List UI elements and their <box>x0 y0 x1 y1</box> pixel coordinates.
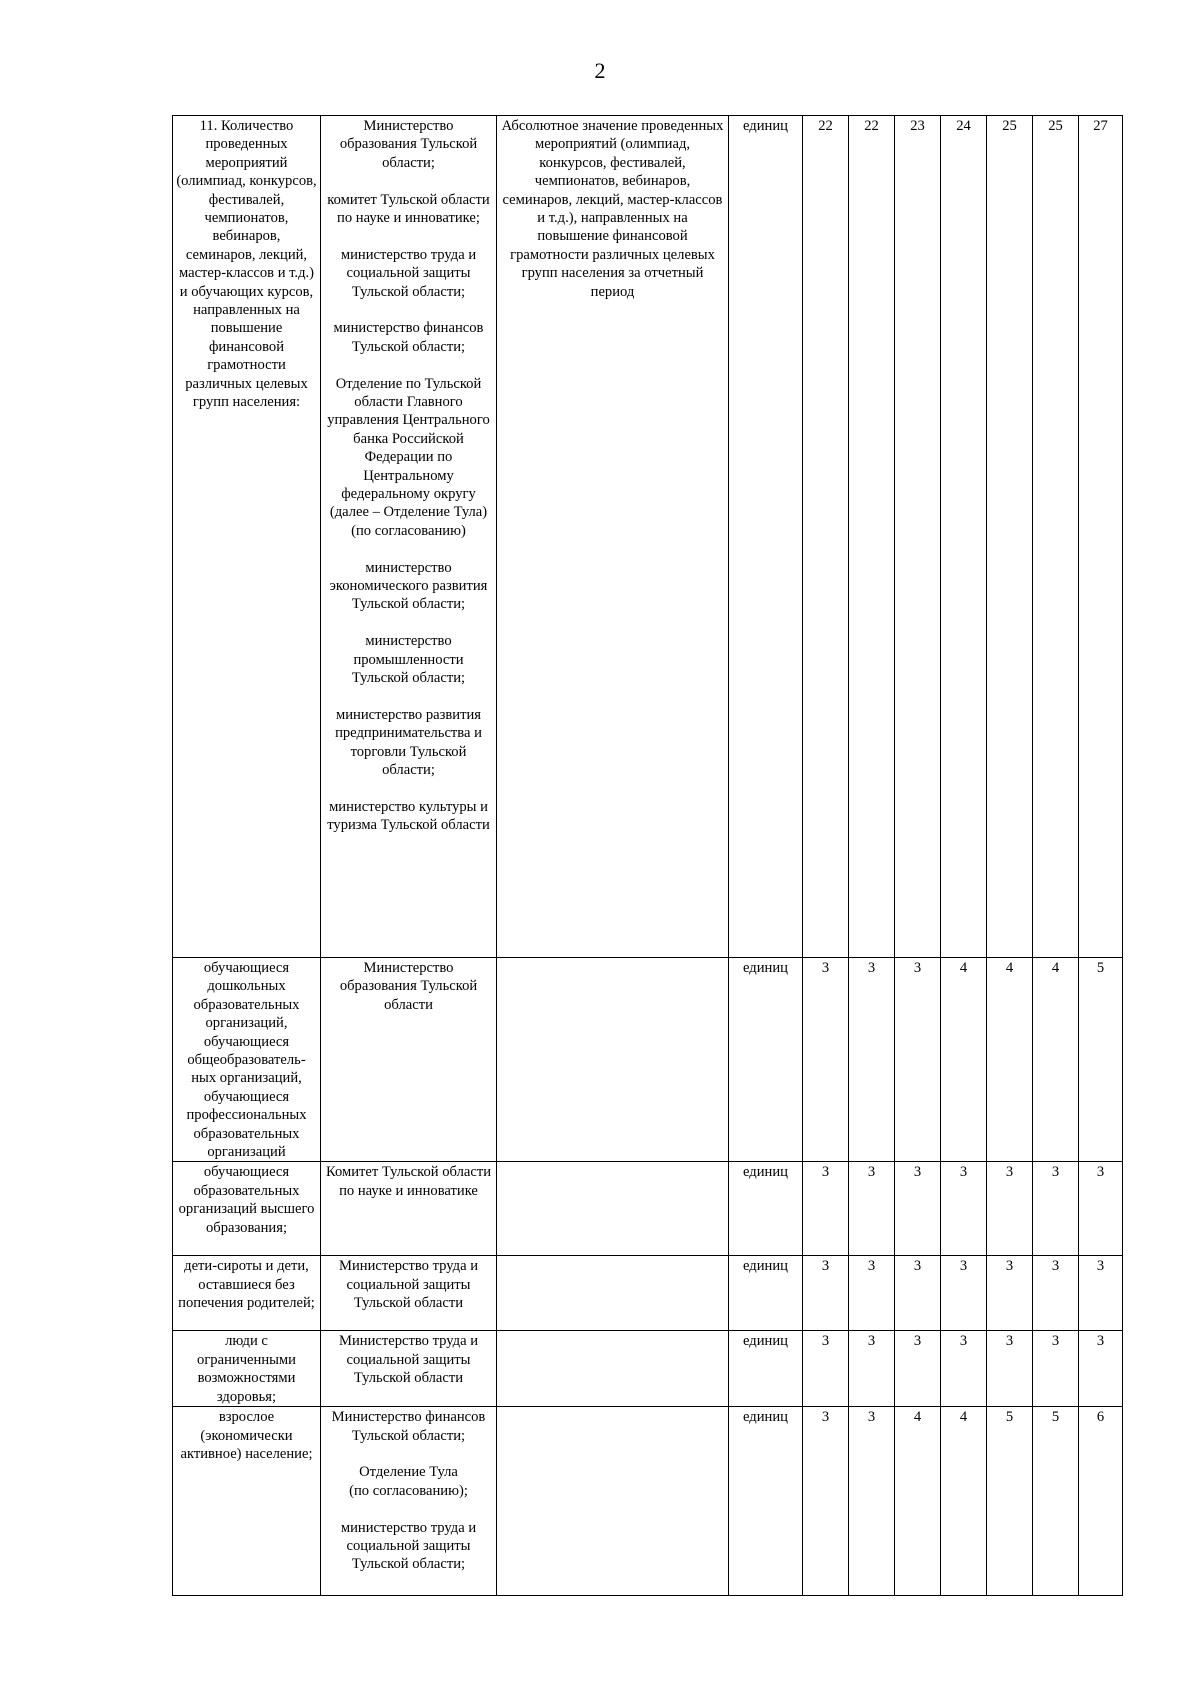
value-cell: 5 <box>987 1407 1033 1596</box>
value-cell: 3 <box>941 1331 987 1407</box>
value-cell: 3 <box>849 958 895 1162</box>
table-row <box>173 1331 1123 1407</box>
value-cell: 3 <box>987 1162 1033 1256</box>
responsible-cell <box>321 1407 497 1596</box>
responsible-cell <box>321 1162 497 1256</box>
responsible-entry: Отделение Тула (по согласованию); <box>349 1464 468 1499</box>
value-cell: 3 <box>849 1162 895 1256</box>
responsible-cell <box>321 958 497 1162</box>
value-cell: 6 <box>1079 1407 1123 1596</box>
responsible-entry: комитет Тульской области по науке и инноватике; <box>327 191 490 227</box>
value-cell: 3 <box>849 1407 895 1596</box>
responsible-entry: Министерство труда и социальной защиты Тульской области <box>338 1333 479 1387</box>
indicator-cell: обучающиеся дошкольных образовательных организаций, обучающиеся общеобразователь-ных организаций, обучающиеся профессиональных образовательных организаций <box>173 958 321 1162</box>
unit-cell: единиц <box>729 1256 803 1331</box>
description-cell: Абсолютное значение проведенных мероприятий (олимпиад, конкурсов, фестивалей, чемпионатов, вебинаров, семинаров, лекций, мастер-классов и т.д.), направленных на повышение финансовой грамотности различных целевых групп населения за отчетный период <box>497 116 729 958</box>
unit-cell: единиц <box>729 1162 803 1256</box>
responsible-cell <box>321 116 497 958</box>
indicator-cell: люди с ограниченными возможностями здоровья; <box>173 1331 321 1407</box>
value-cell: 3 <box>849 1331 895 1407</box>
table-row <box>173 116 1123 958</box>
value-cell: 3 <box>803 1331 849 1407</box>
value-cell: 3 <box>803 1407 849 1596</box>
responsible-entry: Министерство финансов Тульской области; <box>331 1409 486 1444</box>
value-cell: 25 <box>987 116 1033 958</box>
indicators-table <box>172 115 1123 1596</box>
value-cell: 3 <box>849 1256 895 1331</box>
table-row <box>173 1256 1123 1331</box>
value-cell: 4 <box>1033 958 1079 1162</box>
value-cell: 27 <box>1079 116 1123 958</box>
value-cell: 3 <box>895 958 941 1162</box>
value-cell: 3 <box>1079 1256 1123 1331</box>
description-cell <box>497 1331 729 1407</box>
unit-cell: единиц <box>729 1331 803 1407</box>
description-cell <box>497 1407 729 1596</box>
value-cell: 4 <box>895 1407 941 1596</box>
value-cell: 4 <box>941 958 987 1162</box>
value-cell: 5 <box>1033 1407 1079 1596</box>
value-cell: 3 <box>895 1331 941 1407</box>
value-cell: 24 <box>941 116 987 958</box>
responsible-entry: Министерство труда и социальной защиты Тульской области <box>338 1258 479 1312</box>
responsible-entry: министерство промышленности Тульской области; <box>351 633 466 687</box>
value-cell: 3 <box>1033 1162 1079 1256</box>
table-row <box>173 958 1123 1162</box>
responsible-cell <box>321 1331 497 1407</box>
value-cell: 3 <box>895 1162 941 1256</box>
value-cell: 3 <box>895 1256 941 1331</box>
value-cell: 22 <box>803 116 849 958</box>
indicator-cell: 11. Количество проведенных мероприятий (олимпиад, конкурсов, фестивалей, чемпионатов, вебинаров, семинаров, лекций, мастер-классов и т.д.) и обучающих курсов, направленных на повышение финансовой грамотности различных целевых групп населения: <box>173 116 321 958</box>
page-number: 2 <box>594 58 606 83</box>
responsible-entry: министерство труда и социальной защиты Тульской области; <box>340 1519 477 1573</box>
value-cell: 3 <box>1079 1331 1123 1407</box>
description-cell <box>497 958 729 1162</box>
responsible-entry: министерство культуры и туризма Тульской области <box>327 798 490 834</box>
value-cell: 22 <box>849 116 895 958</box>
unit-cell: единиц <box>729 116 803 958</box>
table-row <box>173 1407 1123 1596</box>
responsible-entry: министерство экономического развития Тульской области; <box>329 559 488 613</box>
responsible-entry: Комитет Тульской области по науке и инноватике <box>325 1164 492 1199</box>
indicator-cell: взрослое (экономически активное) население; <box>173 1407 321 1596</box>
value-cell: 3 <box>803 1162 849 1256</box>
value-cell: 4 <box>987 958 1033 1162</box>
value-cell: 3 <box>987 1331 1033 1407</box>
value-cell: 25 <box>1033 116 1079 958</box>
description-cell <box>497 1256 729 1331</box>
value-cell: 23 <box>895 116 941 958</box>
indicator-cell: дети-сироты и дети, оставшиеся без попечения родителей; <box>173 1256 321 1331</box>
responsible-entry: Министерство образования Тульской области; <box>339 118 478 171</box>
value-cell: 4 <box>941 1407 987 1596</box>
description-cell <box>497 1162 729 1256</box>
responsible-entry: министерство труда и социальной защиты Тульской области; <box>340 246 477 300</box>
value-cell: 3 <box>941 1256 987 1331</box>
value-cell: 5 <box>1079 958 1123 1162</box>
unit-cell: единиц <box>729 1407 803 1596</box>
responsible-cell <box>321 1256 497 1331</box>
value-cell: 3 <box>803 958 849 1162</box>
value-cell: 3 <box>1079 1162 1123 1256</box>
responsible-entry: Отделение по Тульской области Главного управления Центрального банка Российской Федерации по Центральному федеральному округу (далее – Отделение Тула) (по согласованию) <box>327 375 490 539</box>
value-cell: 3 <box>987 1256 1033 1331</box>
responsible-entry: Министерство образования Тульской области <box>339 960 478 1013</box>
responsible-entry: министерство финансов Тульской области; <box>333 320 484 355</box>
table-row <box>173 1162 1123 1256</box>
unit-cell: единиц <box>729 958 803 1162</box>
value-cell: 3 <box>1033 1256 1079 1331</box>
responsible-entry: министерство развития предпринимательства и торговли Тульской области; <box>335 706 482 779</box>
value-cell: 3 <box>803 1256 849 1331</box>
indicator-cell: обучающиеся образовательных организаций высшего образования; <box>173 1162 321 1256</box>
value-cell: 3 <box>941 1162 987 1256</box>
value-cell: 3 <box>1033 1331 1079 1407</box>
